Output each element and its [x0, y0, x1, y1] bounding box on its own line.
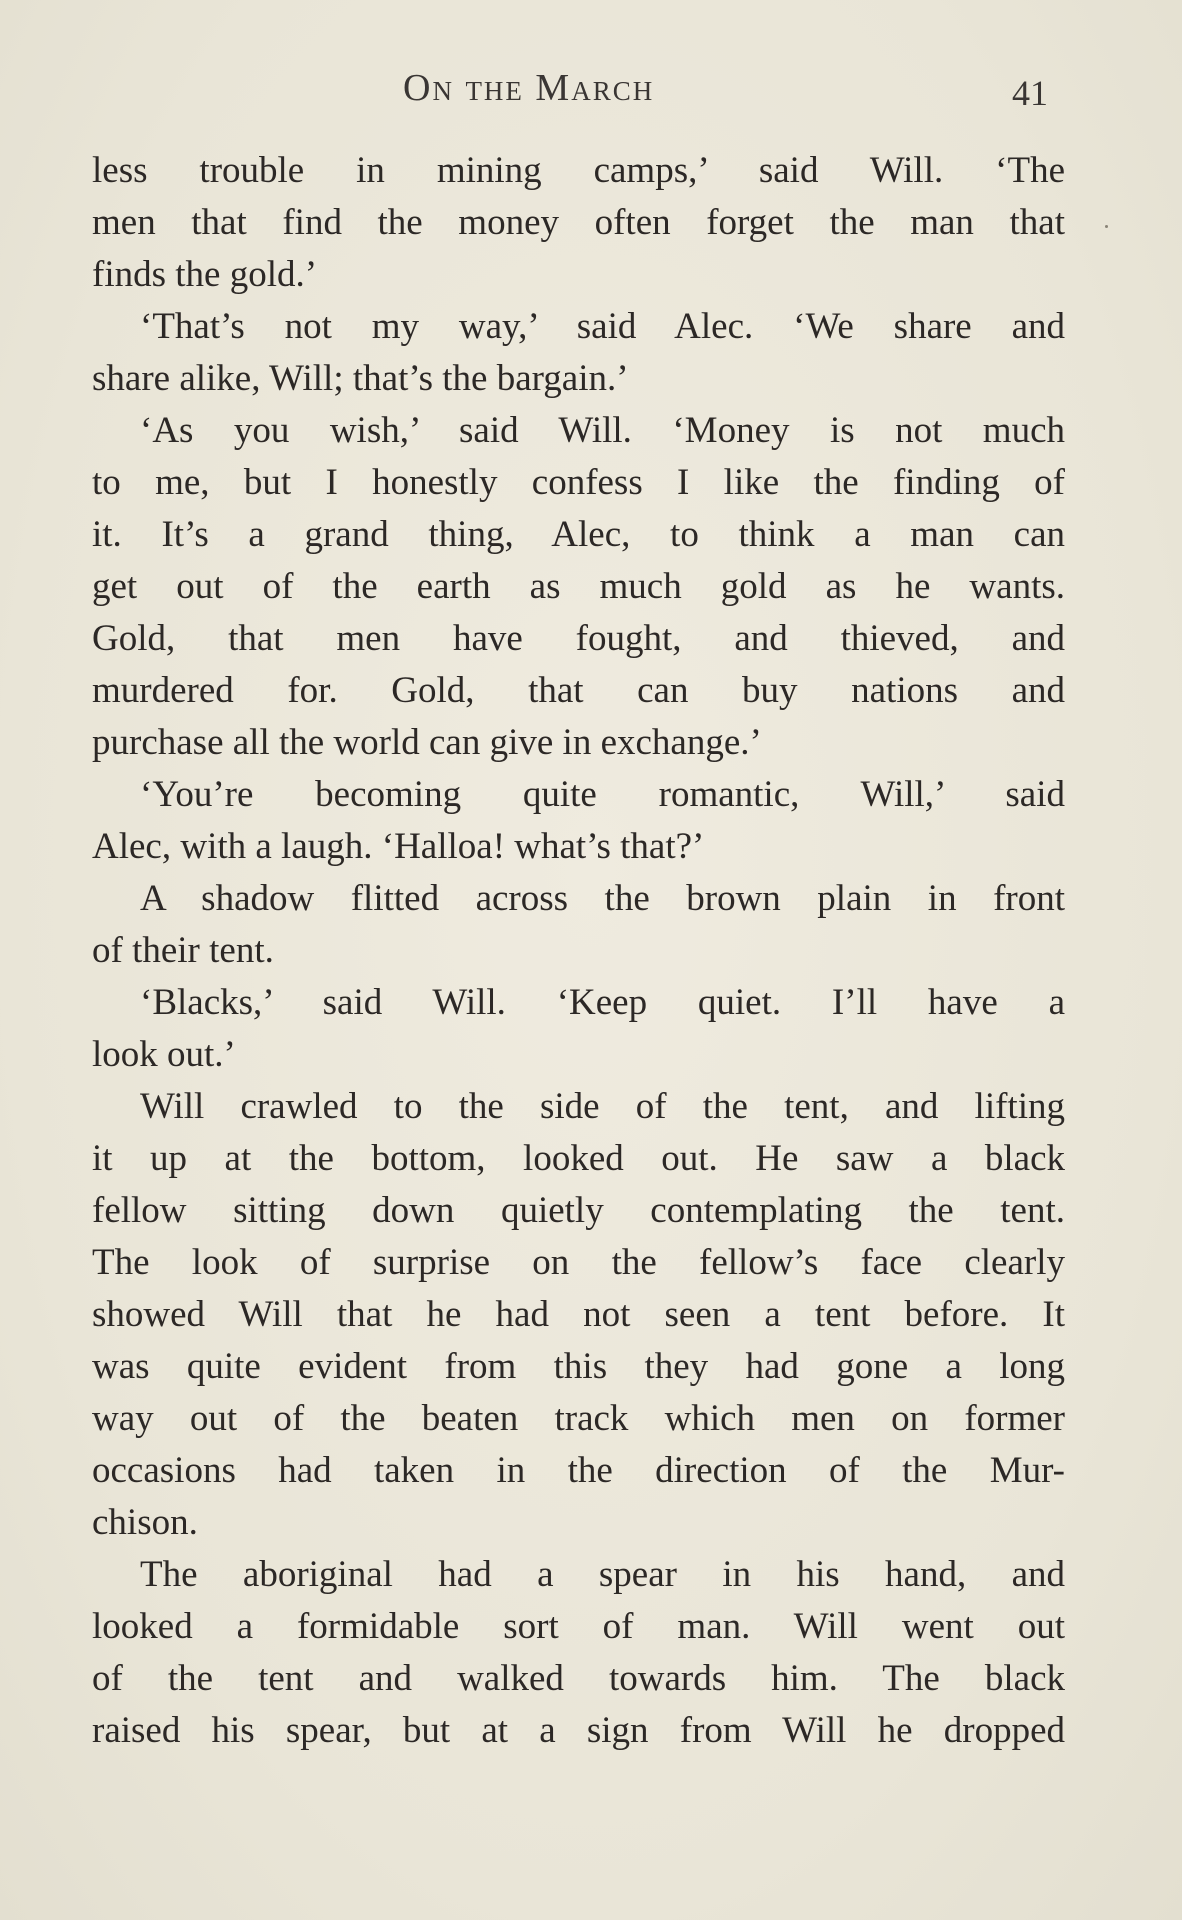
text-line: Gold, that men have fought, and thieved, and: [92, 618, 1065, 659]
page-number: 41: [1012, 73, 1048, 113]
text-line: of the tent and walked towards him. The black: [92, 1658, 1065, 1699]
text-line: of their tent.: [92, 930, 274, 971]
text-line: chison.: [92, 1502, 198, 1543]
text-line: it. It’s a grand thing, Alec, to think a man can: [92, 514, 1065, 555]
text-line: ‘You’re becoming quite romantic, Will,’ said: [140, 774, 1065, 815]
text-line: Alec, with a laugh. ‘Halloa! what’s that?’: [92, 826, 705, 867]
text-line: purchase all the world can give in exchange.’: [92, 722, 762, 763]
text-line: look out.’: [92, 1034, 236, 1075]
text-line: finds the gold.’: [92, 254, 318, 295]
text-line: The look of surprise on the fellow’s face clearly: [92, 1242, 1065, 1283]
text-line: get out of the earth as much gold as he wants.: [92, 566, 1065, 607]
paper-speck: [1105, 225, 1108, 228]
text-line: ‘As you wish,’ said Will. ‘Money is not much: [140, 410, 1065, 451]
page-header: [0, 66, 1182, 116]
text-line: to me, but I honestly confess I like the finding of: [92, 462, 1065, 503]
text-line: way out of the beaten track which men on former: [92, 1398, 1065, 1439]
text-line: ‘Blacks,’ said Will. ‘Keep quiet. I’ll have a: [140, 982, 1065, 1023]
text-line: The aboriginal had a spear in his hand, and: [140, 1554, 1065, 1595]
text-line: looked a formidable sort of man. Will went out: [92, 1606, 1065, 1647]
text-line: raised his spear, but at a sign from Will he dropped: [92, 1710, 1065, 1751]
text-line: less trouble in mining camps,’ said Will. ‘The: [92, 150, 1065, 191]
text-line: showed Will that he had not seen a tent before. It: [92, 1294, 1065, 1335]
text-line: occasions had taken in the direction of the Mur-: [92, 1450, 1065, 1491]
running-title: On the March: [403, 67, 655, 109]
text-line: murdered for. Gold, that can buy nations and: [92, 670, 1065, 711]
text-line: was quite evident from this they had gone a long: [92, 1346, 1065, 1387]
text-line: fellow sitting down quietly contemplating the tent.: [92, 1190, 1065, 1231]
text-line: ‘That’s not my way,’ said Alec. ‘We share and: [140, 306, 1065, 347]
text-line: A shadow flitted across the brown plain in front: [140, 878, 1065, 919]
text-line: share alike, Will; that’s the bargain.’: [92, 358, 629, 399]
text-line: men that find the money often forget the man that: [92, 202, 1065, 243]
text-line: Will crawled to the side of the tent, and lifting: [140, 1086, 1065, 1127]
text-line: it up at the bottom, looked out. He saw a black: [92, 1138, 1065, 1179]
